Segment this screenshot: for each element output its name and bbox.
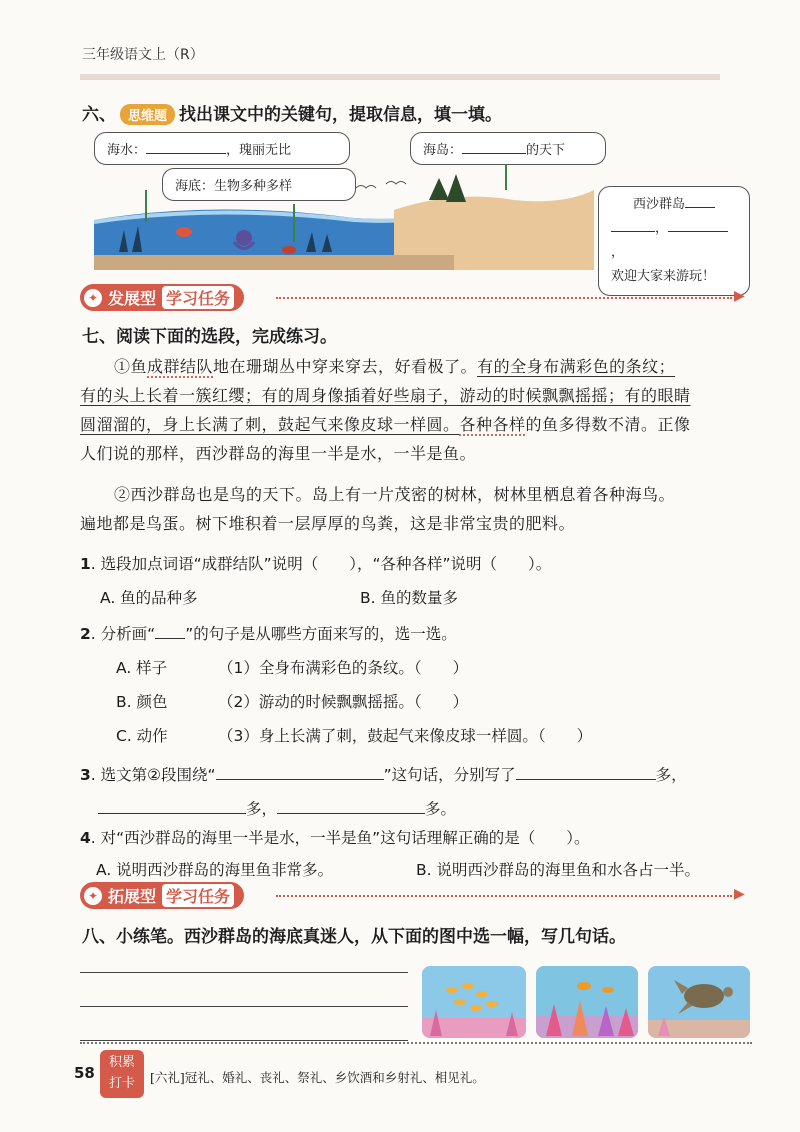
arrow-right-icon: ▶ bbox=[734, 886, 745, 902]
thumbnail-sea-turtle[interactable] bbox=[648, 966, 750, 1038]
speech-line-3: 欢迎大家来游玩！ bbox=[611, 269, 716, 284]
thumbnail-fish-school[interactable] bbox=[422, 966, 526, 1038]
q8-title: 八、小练笔。西沙群岛的海底真迷人，从下面的图中选一幅，写几句话。 bbox=[82, 927, 626, 947]
island-suffix: 的天下 bbox=[526, 143, 566, 158]
writing-line-3[interactable] bbox=[80, 1040, 408, 1041]
header-divider bbox=[80, 74, 720, 80]
bird-2 bbox=[386, 182, 406, 185]
sea-bottom-bubble: 海底：生物多种多样 bbox=[162, 168, 356, 201]
para-1-text-a: 鱼 bbox=[130, 357, 148, 376]
thumbnail-coral-reef[interactable] bbox=[536, 966, 638, 1038]
crab-shape bbox=[282, 246, 296, 254]
subq-3-blank-4[interactable] bbox=[277, 813, 425, 814]
sea-floor bbox=[94, 255, 454, 270]
writing-line-2[interactable] bbox=[80, 1006, 408, 1007]
subq-1-option-b[interactable]: B. 鱼的数量多 bbox=[360, 589, 458, 607]
sea-water-blank[interactable] bbox=[146, 153, 226, 154]
banner-extension-main: 拓展型 bbox=[108, 887, 157, 906]
octopus-body bbox=[236, 230, 252, 246]
subq-2-option-c: C. 动作 bbox=[116, 727, 168, 745]
banner-development-pill bbox=[80, 284, 244, 311]
speech-bubble: 西沙群岛 ，， 欢迎大家来游玩！ bbox=[598, 186, 750, 296]
subq-3-text-b: ”这句话，分别写了 bbox=[383, 766, 516, 784]
q7-title: 七、阅读下面的选段，完成练习。 bbox=[82, 327, 337, 347]
subq-3-blank-3[interactable] bbox=[98, 813, 246, 814]
banner-extension-pill bbox=[80, 882, 244, 909]
passage-paragraph-1 bbox=[80, 352, 760, 468]
footer-divider bbox=[80, 1042, 752, 1044]
subq-2-text-b: ”的句子是从哪些方面来写的，选一选。 bbox=[185, 625, 457, 643]
subq-1-number: 1 bbox=[80, 555, 91, 573]
banner-extension-dots bbox=[276, 895, 732, 897]
fish-shape bbox=[176, 227, 192, 237]
para-1-text-d: 人们说的那样，西沙群岛的海里一半是水，一半是鱼。 bbox=[80, 444, 477, 463]
accumulate-badge bbox=[100, 1050, 144, 1098]
q6-number: 六、 bbox=[82, 105, 116, 125]
emphasized-word-groups: 成群结队 bbox=[147, 357, 214, 376]
subq-2-item-3[interactable]: （3）身上长满了刺，鼓起气来像皮球一样圆。（ ） bbox=[218, 727, 593, 745]
subq-2-option-a: A. 样子 bbox=[116, 659, 168, 677]
subq-3 bbox=[80, 758, 760, 826]
q6-title bbox=[82, 100, 502, 125]
banner-development-main: 发展型 bbox=[108, 289, 157, 308]
subq-2-item-1[interactable]: （1）全身布满彩色的条纹。（ ） bbox=[218, 659, 469, 677]
badge-line-2: 打卡 bbox=[108, 1076, 135, 1091]
banner-development-sub: 学习任务 bbox=[162, 286, 234, 309]
subq-3-text-c: 多， bbox=[655, 766, 687, 784]
speech-line-1: 西沙群岛 bbox=[632, 197, 685, 212]
bird-1 bbox=[356, 186, 376, 189]
q6-instruction: 找出课文中的关键句，提取信息，填一填。 bbox=[179, 105, 503, 125]
palm-tree-2 bbox=[446, 174, 466, 202]
lightbulb-icon: ✦ bbox=[84, 289, 102, 307]
banner-development-dots bbox=[276, 297, 732, 299]
subq-4-number: 4 bbox=[80, 829, 91, 847]
para-1-text-c: 的鱼多得数不清。正像 bbox=[525, 415, 691, 434]
subq-3-text-e: 多。 bbox=[425, 800, 457, 818]
speech-blank-2[interactable] bbox=[611, 231, 655, 232]
subq-2-option-b: B. 颜色 bbox=[116, 693, 168, 711]
arrow-right-icon: ▶ bbox=[734, 288, 745, 304]
subq-4-text: . 对“西沙群岛的海里一半是水，一半是鱼”这句话理解正确的是（ ）。 bbox=[90, 829, 590, 847]
emphasized-word-various: 各种各样 bbox=[459, 415, 526, 434]
subq-3-text-d: 多， bbox=[246, 800, 278, 818]
sea-water-label: 海水： bbox=[107, 143, 147, 158]
lightbulb-icon: ✦ bbox=[84, 887, 102, 905]
footer-note: [六礼]冠礼、婚礼、丧礼、祭礼、乡饮酒和乡射礼、相见礼。 bbox=[150, 1070, 485, 1085]
para-1-marker: ① bbox=[114, 357, 131, 376]
banner-extension-sub: 学习任务 bbox=[162, 884, 234, 907]
subq-4-option-a[interactable]: A. 说明西沙群岛的海里鱼非常多。 bbox=[96, 861, 334, 879]
think-tag: 思维题 bbox=[120, 104, 175, 125]
subq-1-text: . 选段加点词语“成群结队”说明（ ），“各种各样”说明（ ）。 bbox=[90, 555, 552, 573]
subq-2 bbox=[80, 622, 457, 644]
para-2-line-1: ②西沙群岛也是鸟的天下。岛上有一片茂密的树林，树林里栖息着各种海鸟。 bbox=[114, 485, 676, 504]
speech-blank-3[interactable] bbox=[668, 231, 728, 232]
page-number: 58 bbox=[74, 1064, 95, 1082]
underlined-sentence-2: 有的头上长着一簇红缨；有的周身像插着好些扇子，游动的时候飘飘摇摇；有的眼睛 bbox=[80, 386, 691, 405]
sea-illustration bbox=[94, 160, 594, 270]
subq-4-option-b[interactable]: B. 说明西沙群岛的海里鱼和水各占一半。 bbox=[416, 861, 700, 879]
subq-2-item-2[interactable]: （2）游动的时候飘飘摇摇。（ ） bbox=[218, 693, 469, 711]
subq-1 bbox=[80, 552, 551, 574]
palm-tree-1 bbox=[429, 178, 449, 200]
underlined-sentence-1: 有的全身布满彩色的条纹； bbox=[477, 357, 676, 376]
subq-3-text-a: . 选文第②段围绕“ bbox=[90, 766, 216, 784]
badge-line-1: 积累 bbox=[108, 1055, 135, 1070]
speech-blank-1[interactable] bbox=[685, 207, 715, 208]
subq-4 bbox=[80, 826, 589, 848]
subq-3-blank-2[interactable] bbox=[516, 779, 656, 780]
para-1-text-b: 地在珊瑚丛中穿来穿去，好看极了。 bbox=[213, 357, 478, 376]
subq-3-blank-1[interactable] bbox=[216, 779, 384, 780]
island-label: 海岛： bbox=[423, 143, 463, 158]
passage-paragraph-2 bbox=[80, 480, 760, 538]
subq-2-number: 2 bbox=[80, 625, 91, 643]
underlined-sentence-3: 圆溜溜的，身上长满了刺，鼓起气来像皮球一样圆。 bbox=[80, 415, 460, 434]
para-2-line-2: 遍地都是鸟蛋。树下堆积着一层厚厚的鸟粪，这是非常宝贵的肥料。 bbox=[80, 514, 576, 533]
underline-sample bbox=[155, 638, 185, 639]
island-blank[interactable] bbox=[462, 153, 526, 154]
page-header: 三年级语文上（R） bbox=[82, 47, 204, 63]
sea-water-suffix: ，瑰丽无比 bbox=[226, 143, 292, 158]
subq-2-text-a: . 分析画“ bbox=[90, 625, 156, 643]
subq-1-option-a[interactable]: A. 鱼的品种多 bbox=[100, 589, 198, 607]
writing-line-1[interactable] bbox=[80, 972, 408, 973]
subq-3-number: 3 bbox=[80, 766, 91, 784]
